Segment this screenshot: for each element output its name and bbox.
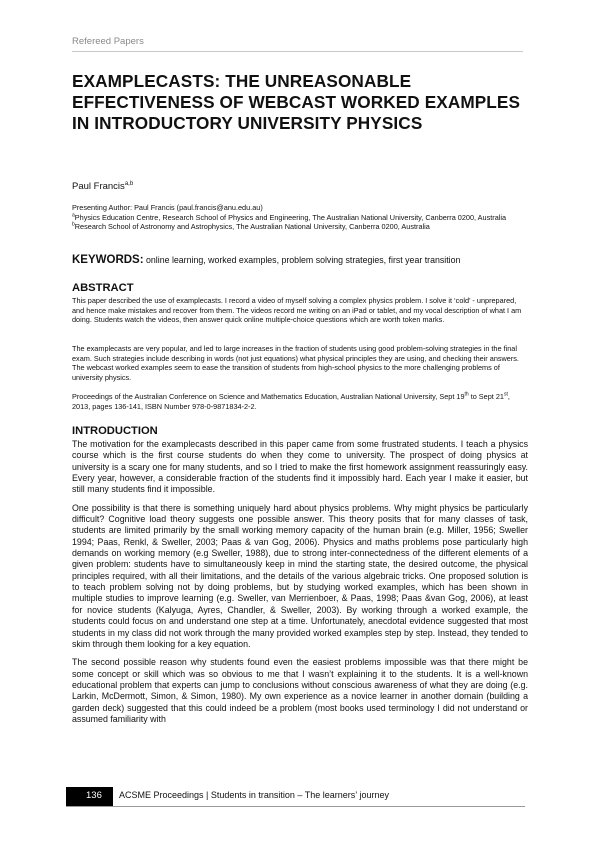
proceedings-citation: Proceedings of the Australian Conference on Science and Mathematics Education, Australian National University, Sept 19th to Sept 21st, 2013, pages 136-141, ISBN Number 978-0-9871834-2-2. xyxy=(72,391,510,411)
introduction-paragraph-2: One possibility is that there is something uniquely hard about physics problems. Why might physics be particularly difficult? Cognitive load theory suggests one possible answer. This theory posits that for many classes of task, students are limited primarily by the small working memory capacity of the human brain (e.g. Miller, 1956; Sweller 1994; Paas, Renkl, & Sweller, 2003; Paas & van Gog, 2006). Physics and maths problems pose particularly high demands on working memory (e.g Sweller, 1988), due to strong inter-connectedness of the different elements of a given problem: students have to simultaneously keep in mind the starting state, the desired outcome, the physical principles required, with all their limitations, and the details of the various algebraic tricks. One proposed solution is to teach problem solving not by doing problems, but by studying worked examples, which has been shown in multiple studies to improve learning (e.g. Sweller, van Merrienboer, & Paas, 1998; Paas &van Gog, 2006), at least for novice students (Kalyuga, Ayres, Chandler, & Sweller, 2003). By working through a worked example, the students could focus on and understand one step at a time. Unfortunately, anecdotal evidence suggested that most students in my class did not work through the many provided worked examples step by step. Instead, they tended to skim through them looking for a key equation. xyxy=(72,502,528,649)
keywords-text: online learning, worked examples, problem solving strategies, first year transition xyxy=(146,255,461,265)
affiliation-b: $^b$Research School of Astronomy and Astrophysics, The Australian National University, Canberra 0200, Australia xyxy=(72,221,430,232)
running-header: Refereed Papers xyxy=(72,36,144,47)
author-info xyxy=(72,203,527,232)
author-name: Paul Francis xyxy=(72,181,125,192)
affiliation-a: $^a$Physics Education Centre, Research School of Physics and Engineering, The Australian National University, Canberra 0200, Australia xyxy=(72,212,507,222)
introduction-paragraph-1: The motivation for the examplecasts described in this paper came from some frustrated students. I teach a physics course which is the first course students do when they come to university. The prospect of doing physics at university is a scary one for many students, and so I tried to make the first homework assignment reassuringly easy. Every year, however, a considerable fraction of the students find it impossibly hard. Each year I make it easier, but still many students find it impossible. xyxy=(72,439,528,495)
abstract-heading: ABSTRACT xyxy=(72,282,134,294)
abstract-paragraph-2: The examplecasts are very popular, and led to large increases in the fraction of students using good problem-solving strategies in the final exam. Such strategies include describing in words (not just equations) what physical principles they are using, and checking their answers. The webcast worked examples seem to ease the transition of students from high-school physics to the more challenging problems of university physics. xyxy=(72,344,519,382)
keywords-label: KEYWORDS: xyxy=(72,254,144,266)
author-line xyxy=(72,181,133,192)
keywords xyxy=(72,254,460,266)
abstract-paragraph-1: This paper described the use of examplecasts. I record a video of myself solving a complex physics problem. I solve it ‘cold’ - unprepared, and hence make mistakes and recover from them. The videos record me writing on an iPad or tablet, and my vocal description of what I am doing. Students watch the videos, then answer quick online multiple-choice questions which are worth token marks. xyxy=(72,296,522,325)
running-footer: ACSME Proceedings | Students in transition – The learners’ journey xyxy=(119,790,389,800)
introduction-body xyxy=(72,439,528,732)
presenting-author: Presenting Author: Paul Francis (paul.francis@anu.edu.au) xyxy=(72,203,263,212)
introduction-heading: INTRODUCTION xyxy=(72,425,158,437)
page-number: 136 xyxy=(86,790,102,801)
introduction-paragraph-3: The second possible reason why students found even the easiest problems impossible was that there might be some concept or skill which was so obvious to me that I wasn’t explaining it to the students. It is a well-known educational problem that experts can jump to conclusions without conscious awareness of what they are doing (e.g. Larkin, McDermott, Simon, & Simon, 1980). My own experience as a novice learner in another domain (building a garden deck) suggested that this could indeed be a problem (most books used terminology I did not understand or assumed familiarity with xyxy=(72,657,528,724)
paper-title: EXAMPLECASTS: THE UNREASONABLE EFFECTIVENESS OF WEBCAST WORKED EXAMPLES IN INTRODUCTORY UNIVERSITY PHYSICS xyxy=(72,71,521,134)
header-rule xyxy=(72,51,523,52)
footer-rule xyxy=(66,806,525,807)
author-affiliation-marks: a,b xyxy=(124,180,134,187)
